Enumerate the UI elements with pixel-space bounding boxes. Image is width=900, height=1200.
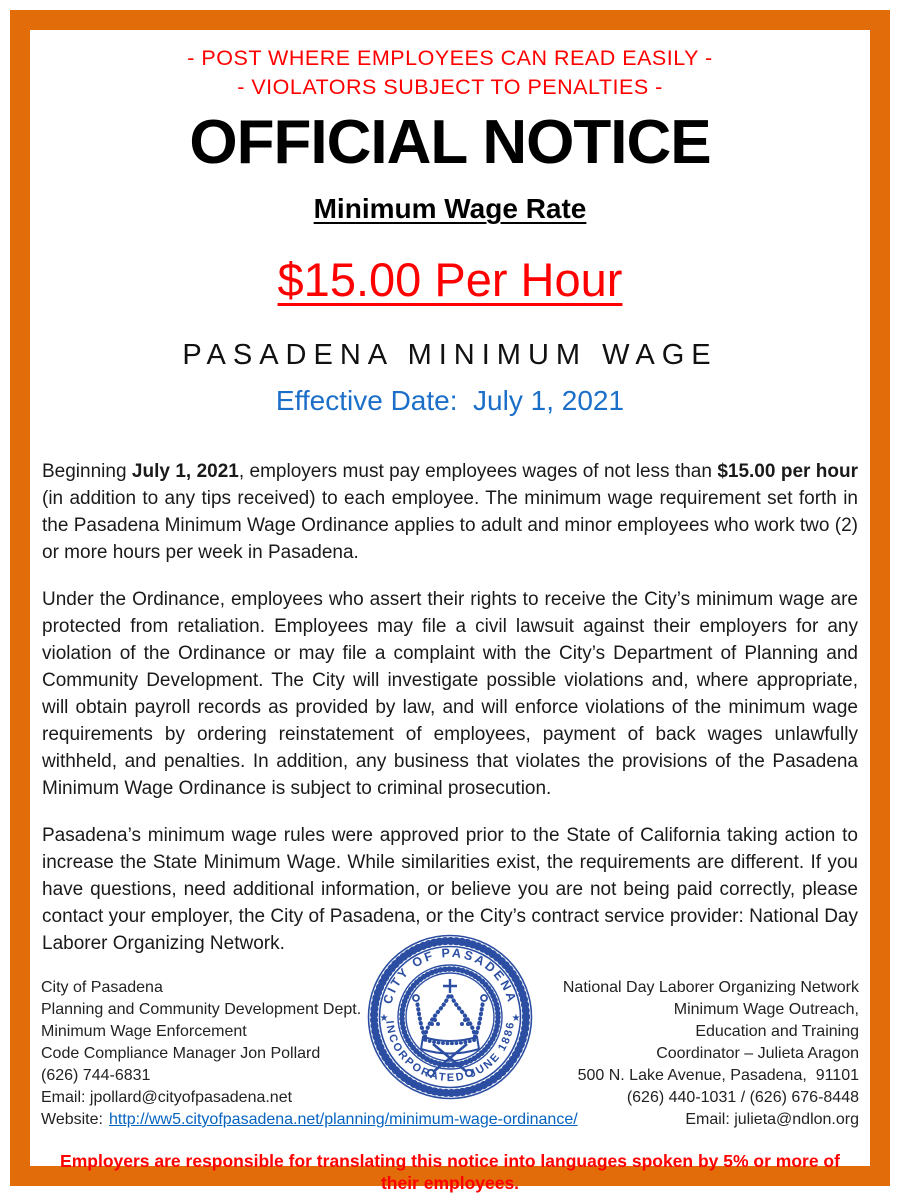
contact-left-line: Code Compliance Manager Jon Pollard (41, 1045, 321, 1062)
post-instruction-line-1: - POST WHERE EMPLOYEES CAN READ EASILY - (187, 46, 713, 70)
contact-right-line: Coordinator – Julieta Aragon (656, 1045, 859, 1062)
contact-left-email: Email: jpollard@cityofpasadena.net (41, 1089, 293, 1106)
contact-right-email: Email: julieta@ndlon.org (685, 1111, 859, 1128)
notice-frame (10, 10, 890, 1193)
contact-left-line: Planning and Community Development Dept. (41, 1001, 362, 1018)
paragraph-state-comparison: Pasadena’s minimum wage rules were approved prior to the State of California taking action to increase the State Minimum Wage. While similarities exist, the requirements are different. If you have questions, need additional information, or believe you are not being paid correctly, please contact your employer, the City of Pasadena, or the City’s contract service provider: National Day Laborer Organizing Network. (42, 825, 858, 954)
notice-content (30, 44, 870, 1193)
contact-right-line: Minimum Wage Outreach, (673, 1001, 859, 1018)
contact-right-line: National Day Laborer Organizing Network (562, 979, 859, 996)
post-instruction-line-2: - VIOLATORS SUBJECT TO PENALTIES - (237, 75, 663, 99)
footer-contacts-area (41, 932, 859, 1140)
contact-right-line: Education and Training (695, 1023, 859, 1040)
paragraph-wage-requirement: Beginning July 1, 2021, employers must pay employees wages of not less than $15.00 per hour (in addition to any tips received) to each employee. The minimum wage requirement set forth in the Pasadena Minimum Wage Ordinance applies to adult and minor employees who work two (2) or more hours per week in Pasadena. (42, 461, 859, 563)
contact-right-address: 500 N. Lake Avenue, Pasadena, 91101 (577, 1067, 859, 1084)
seal-bottom-text: INCORPORATED JUNE 1886 (383, 1019, 517, 1085)
page-title: OFFICIAL NOTICE (189, 108, 711, 177)
contact-left-line: City of Pasadena (41, 979, 163, 996)
contact-left-line: Minimum Wage Enforcement (41, 1023, 247, 1040)
subtitle-minimum-wage-rate: Minimum Wage Rate (313, 193, 587, 224)
ndlon-contact-block (519, 977, 859, 1131)
notice-body (42, 458, 858, 957)
minimum-wage-ordinance-link[interactable]: http://ww5.cityofpasadena.net/planning/minimum-wage-ordinance/ (108, 1111, 578, 1128)
program-name: PASADENA MINIMUM WAGE (182, 339, 718, 371)
contact-right-phones: (626) 440-1031 / (626) 676-8448 (626, 1089, 859, 1106)
seal-star-right-icon: ★ (511, 1013, 521, 1024)
seal-top-text: CITY OF PASADENA (380, 945, 520, 1006)
seal-star-left-icon: ★ (379, 1013, 389, 1024)
contact-left-phone: (626) 744-6831 (41, 1067, 151, 1084)
website-label: Website: (41, 1111, 103, 1128)
paragraph-enforcement: Under the Ordinance, employees who assert their rights to receive the City’s minimum wage are protected from retaliation. Employees may file a civil lawsuit against their employers for any violation of the Ordinance or may file a complaint with the City’s Department of Planning and Community Development. The City will investigate possible violations and, where appropriate, will obtain payroll records as provided by law, and will enforce violations of the minimum wage requirements by ordering reinstatement of employees, payment of back wages unlawfully withheld, and penalties. In addition, any business that violates the provisions of the Pasadena Minimum Wage Ordinance is subject to criminal prosecution. (42, 589, 858, 799)
posting-instructions (41, 44, 859, 102)
effective-date: Effective Date: July 1, 2021 (275, 385, 625, 416)
wage-rate-amount: $15.00 Per Hour (277, 253, 623, 306)
translation-requirement-note: Employers are responsible for translating this notice into languages spoken by 5% or more of their employees. (60, 1151, 840, 1193)
